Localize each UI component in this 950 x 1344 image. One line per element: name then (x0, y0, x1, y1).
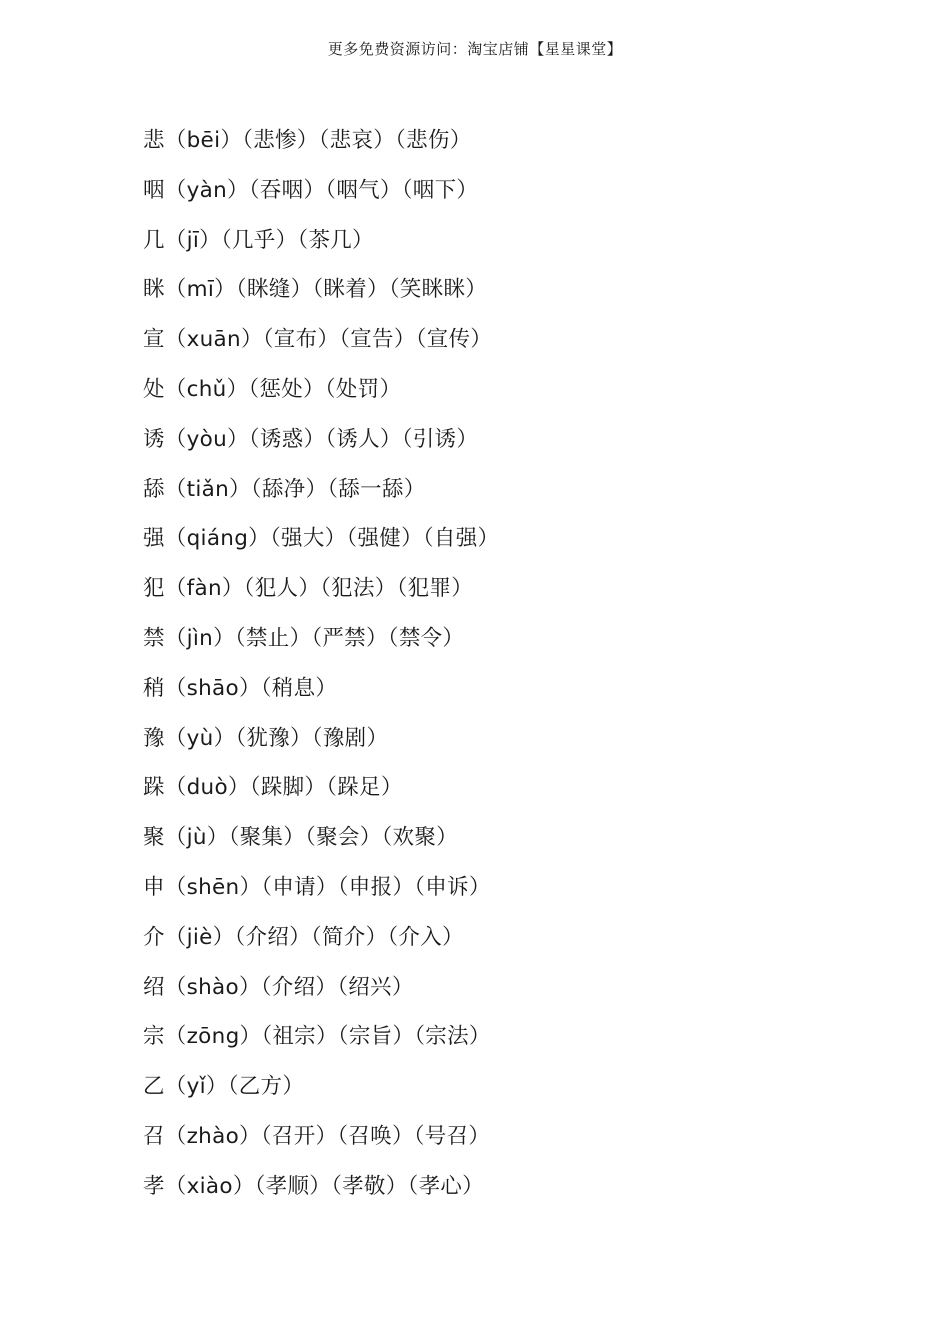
vocab-entry: 几（jī）（几乎）（茶几） (143, 227, 374, 253)
vocab-entry: 宗（zōng）（祖宗）（宗旨）（宗法） (143, 1024, 491, 1050)
vocab-entry: 舔（tiǎn）（舔净）（舔一舔） (143, 476, 426, 502)
vocab-entry: 聚（jù）（聚集）（聚会）（欢聚） (143, 825, 458, 851)
vocab-entry: 绍（shào）（介绍）（绍兴） (143, 974, 414, 1000)
vocab-entry: 稍（shāo）（稍息） (143, 675, 338, 701)
vocab-entry: 孝（xiào）（孝顺）（孝敬）（孝心） (143, 1173, 484, 1199)
vocab-entry: 悲（bēi）（悲惨）（悲哀）（悲伤） (143, 128, 472, 153)
vocab-entry: 诱（yòu）（诱惑）（诱人）（引诱） (143, 426, 479, 452)
vocab-entry: 介（jiè）（介绍）（简介）（介入） (143, 924, 464, 950)
vocab-entry: 乙（yǐ）（乙方） (143, 1074, 305, 1100)
page-header: 更多免费资源访问：淘宝店铺【星星课堂】 (327, 40, 623, 58)
vocab-entry: 豫（yù）（犹豫）（豫剧） (143, 725, 389, 751)
vocab-entry: 申（shēn）（申请）（申报）（申诉） (143, 874, 491, 900)
vocab-entry: 禁（jìn）（禁止）（严禁）（禁令） (143, 625, 465, 651)
vocab-entry: 处（chǔ）（惩处）（处罚） (143, 376, 402, 402)
vocab-entry: 眯（mī）（眯缝）（眯着）（笑眯眯） (143, 277, 488, 303)
vocab-entry: 咽（yàn）（吞咽）（咽气）（咽下） (143, 177, 479, 203)
vocab-entry: 召（zhào）（召开）（召唤）（号召） (143, 1123, 491, 1149)
vocab-entry: 宣（xuān）（宣布）（宣告）（宣传） (143, 327, 493, 353)
vocabulary-list (143, 121, 499, 1217)
vocab-entry: 犯（fàn）（犯人）（犯法）（犯罪） (143, 576, 474, 602)
vocab-entry: 跺（duò）（跺脚）（跺足） (143, 775, 403, 801)
vocab-entry: 强（qiáng）（强大）（强健）（自强） (143, 526, 500, 552)
